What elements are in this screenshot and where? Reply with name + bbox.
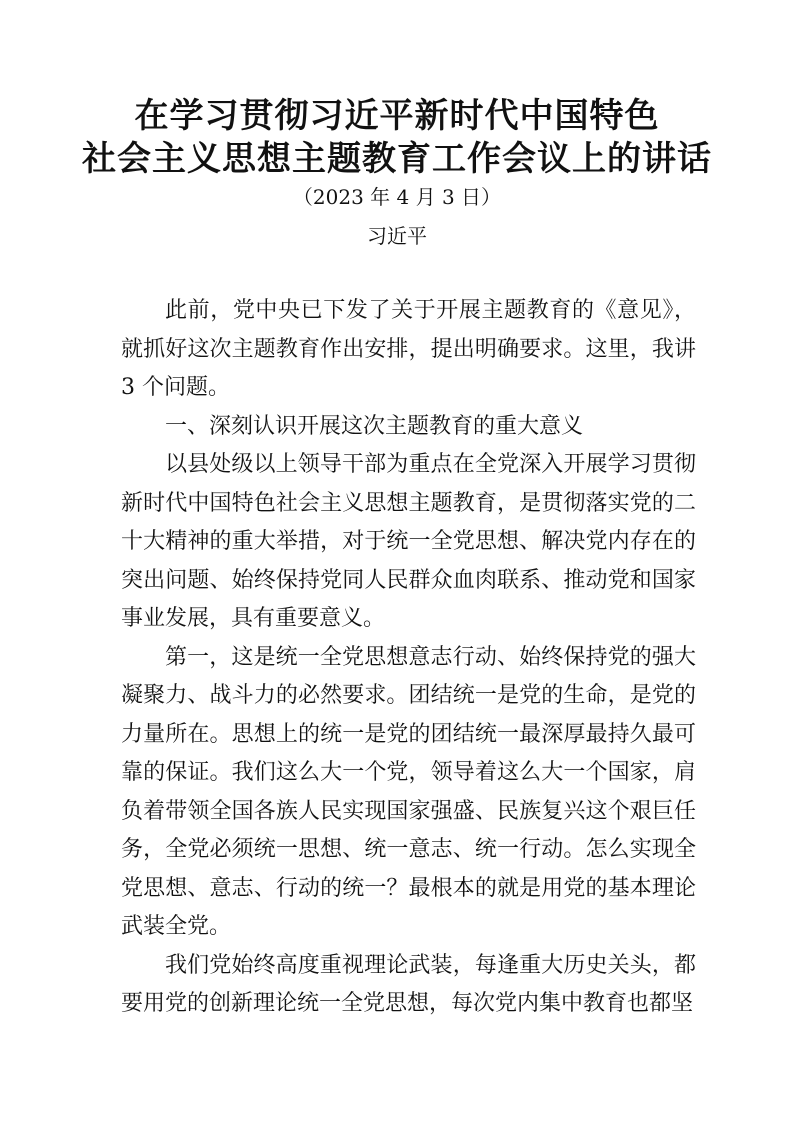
document-title-line-1: 在学习贯彻习近平新时代中国特色: [134, 96, 660, 136]
document-date: （2023 年 4 月 3 日）: [292, 185, 502, 209]
paragraph-first-point: 第一，这是统一全党思想意志行动、始终保持党的强大凝聚力、战斗力的必然要求。团结统一是党的生命，是党的力量所在。思想上的统一是党的团结统一最深厚最持久最可靠的保证。我们这么大一个党，领导着这么大一个国家，肩负着带领全国各族人民实现国家强盛、民族复兴这个艰巨任务，全党必须统一思想、统一意志、统一行动。怎么实现全党思想、意志、行动的统一？最根本的就是用党的基本理论武装全党。: [121, 644, 696, 939]
paragraph-intro: 此前，党中央已下发了关于开展主题教育的《意见》，就抓好这次主题教育作出安排，提出明确要求。这里，我讲 3 个问题。: [121, 298, 696, 400]
paragraph-theory-armament: 我们党始终高度重视理论武装，每逢重大历史关头，都要用党的创新理论统一全党思想，每次党内集中教育也都坚: [121, 952, 696, 1016]
document-author: 习近平: [367, 224, 427, 248]
paragraph-significance: 以县处级以上领导干部为重点在全党深入开展学习贯彻新时代中国特色社会主义思想主题教育，是贯彻落实党的二十大精神的重大举措，对于统一全党思想、解决党内存在的突出问题、始终保持党同人民群众血肉联系、推动党和国家事业发展，具有重要意义。: [121, 452, 696, 631]
document-body: [121, 292, 696, 1024]
section-heading-1: 一、深刻认识开展这次主题教育的重大意义: [165, 413, 584, 439]
document-title-line-2: 社会主义思想主题教育工作会议上的讲话: [82, 139, 712, 179]
